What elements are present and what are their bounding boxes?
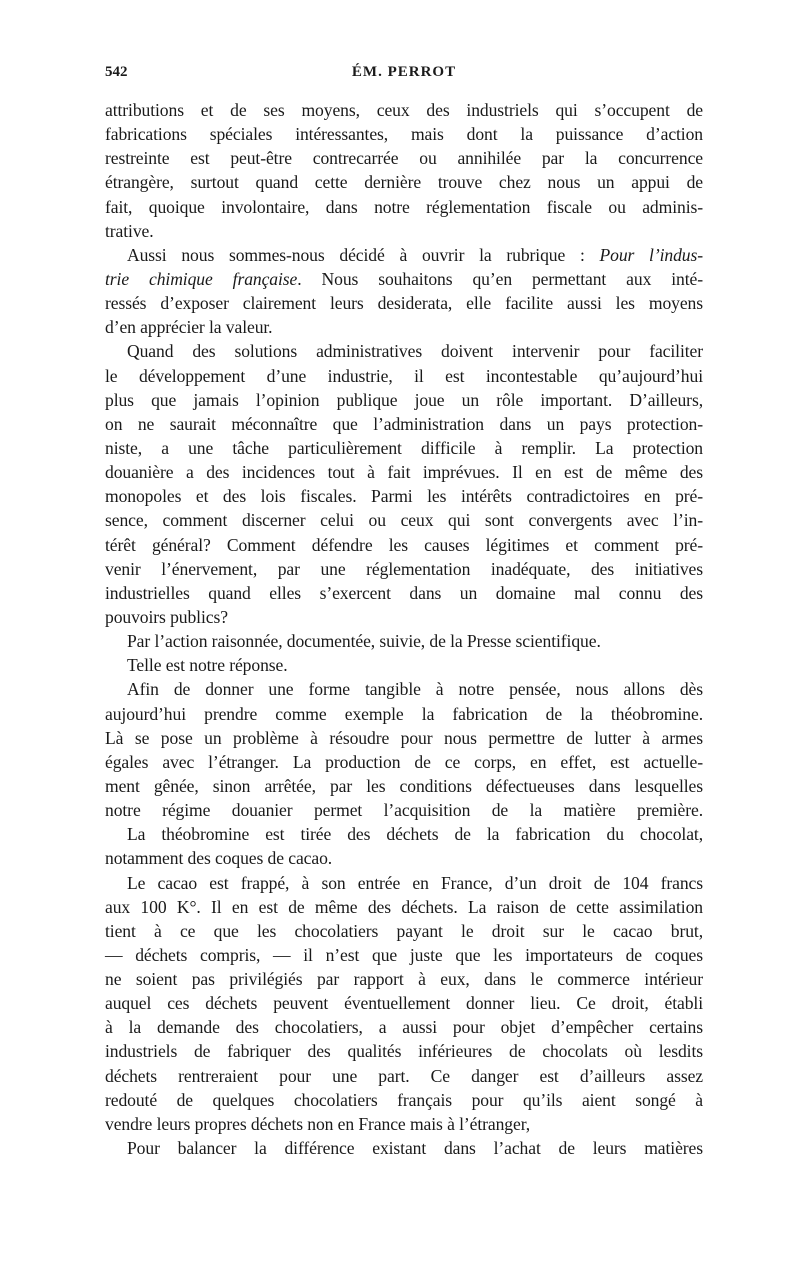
- line-text: ressés d’exposer clairement leurs desiderata, elle facilite aussi les moyens: [105, 293, 703, 314]
- line-text: fait, quoique involontaire, dans notre réglementation fiscale ou adminis-: [105, 196, 703, 217]
- line-text: Là se pose un problème à résoudre pour nous permettre de lutter à armes: [105, 727, 703, 748]
- line-text: aux 100 K°. Il en est de même des déchets. La raison de cette assimilation: [105, 896, 703, 917]
- text-line: [105, 1015, 703, 1039]
- text-line: [105, 364, 703, 388]
- line-text: déchets rentreraient pour une part. Ce danger est d’ailleurs assez: [105, 1065, 703, 1086]
- text-line: [105, 846, 703, 870]
- text-line: [105, 702, 703, 726]
- text-line: [105, 388, 703, 412]
- line-text: Telle est notre réponse.: [127, 655, 288, 676]
- line-text: térêt général? Comment défendre les causes légitimes et comment pré-: [105, 534, 703, 555]
- line-text: trative.: [105, 220, 154, 241]
- line-text: industrielles quand elles s’exercent dans un domaine mal connu des: [105, 582, 703, 603]
- text-line: [105, 1088, 703, 1112]
- text-line: [105, 1136, 703, 1160]
- text-line: [105, 581, 703, 605]
- line-text: vendre leurs propres déchets non en France mais à l’étranger,: [105, 1113, 531, 1134]
- text-line: [105, 919, 703, 943]
- line-text: on ne saurait méconnaître que l’administration dans un pays protection-: [105, 413, 703, 434]
- line-text: industriels de fabriquer des qualités inférieures de chocolats où lesdits: [105, 1041, 703, 1062]
- text-line: [105, 871, 703, 895]
- italic-text: Pour l’indus-: [599, 244, 703, 265]
- line-text: Quand des solutions administratives doivent intervenir pour faciliter: [127, 341, 703, 362]
- text-line: [105, 508, 703, 532]
- line-text: plus que jamais l’opinion publique joue un rôle important. D’ailleurs,: [105, 389, 703, 410]
- line-text: niste, a une tâche particulièrement difficile à remplir. La protection: [105, 437, 703, 458]
- body-text: [105, 98, 703, 1160]
- text-line: [105, 122, 703, 146]
- text-line: [105, 219, 703, 243]
- line-text: tient à ce que les chocolatiers payant le droit sur le cacao brut,: [105, 920, 703, 941]
- text-line: [105, 243, 703, 267]
- line-text: sence, comment discerner celui ou ceux qui sont convergents avec l’in-: [105, 510, 703, 531]
- line-text: à la demande des chocolatiers, a aussi pour objet d’empêcher certains: [105, 1017, 703, 1038]
- line-text: — déchets compris, — il n’est que juste que les importateurs de coques: [105, 944, 703, 965]
- line-text: venir l’énervement, par une réglementation inadéquate, des initiatives: [105, 558, 703, 579]
- page-header: [105, 64, 703, 86]
- line-text: notamment des coques de cacao.: [105, 848, 333, 869]
- text-line: [105, 605, 703, 629]
- line-text: Afin de donner une forme tangible à notre pensée, nous allons dès: [127, 679, 703, 700]
- text-line: [105, 533, 703, 557]
- text-line: [105, 146, 703, 170]
- text-line: [105, 943, 703, 967]
- line-text: attributions et de ses moyens, ceux des industriels qui s’occupent de: [105, 100, 703, 120]
- line-text: aujourd’hui prendre comme exemple la fabrication de la théobromine.: [105, 703, 703, 724]
- italic-text: trie chimique française: [105, 268, 298, 289]
- text-line: [105, 460, 703, 484]
- line-text: ment gênée, sinon arrêtée, par les conditions défectueuses dans lesquelles: [105, 775, 703, 796]
- text-line: [105, 798, 703, 822]
- text-line: [105, 1112, 703, 1136]
- text-line: [105, 267, 703, 291]
- text-line: [105, 967, 703, 991]
- line-text: d’en apprécier la valeur.: [105, 317, 273, 338]
- line-text: redouté de quelques chocolatiers français pour qu’ils aient songé à: [105, 1089, 703, 1110]
- line-text: notre régime douanier permet l’acquisition de la matière première.: [105, 800, 703, 821]
- line-text: restreinte est peut-être contrecarrée ou annihilée par la concurrence: [105, 148, 703, 169]
- line-text: pouvoirs publics?: [105, 606, 228, 627]
- text-line: [105, 991, 703, 1015]
- text-line: [105, 170, 703, 194]
- line-text: Pour balancer la différence existant dans l’achat de leurs matières: [127, 1138, 703, 1159]
- line-text: La théobromine est tirée des déchets de la fabrication du chocolat,: [127, 824, 703, 845]
- text-line: [105, 315, 703, 339]
- line-text: Le cacao est frappé, à son entrée en France, d’un droit de 104 francs: [127, 872, 703, 893]
- running-head: ÉM. PERROT: [351, 64, 457, 80]
- page-number: 542: [105, 64, 128, 80]
- text-line: [105, 412, 703, 436]
- text-line: [105, 339, 703, 363]
- text-line: [105, 195, 703, 219]
- text-line: [105, 774, 703, 798]
- text-line: [105, 436, 703, 460]
- text-line: [105, 98, 703, 122]
- line-text: . Nous souhaitons qu’en permettant aux inté-: [297, 268, 703, 289]
- text-line: [105, 677, 703, 701]
- line-text: Par l’action raisonnée, documentée, suivie, de la Presse scientifique.: [127, 631, 601, 652]
- line-text: ne soient pas privilégiés par rapport à eux, dans le commerce intérieur: [105, 969, 703, 990]
- text-line: [105, 291, 703, 315]
- line-text: auquel ces déchets peuvent éventuellement donner lieu. Ce droit, établi: [105, 993, 703, 1014]
- line-text: égales avec l’étranger. La production de ce corps, en effet, est actuelle-: [105, 751, 703, 772]
- text-line: [105, 1039, 703, 1063]
- text-line: [105, 653, 703, 677]
- text-line: [105, 750, 703, 774]
- line-text: étrangère, surtout quand cette dernière trouve chez nous un appui de: [105, 172, 703, 193]
- line-text: douanière a des incidences tout à fait imprévues. Il en est de même des: [105, 462, 703, 483]
- text-line: [105, 557, 703, 581]
- line-text: monopoles et des lois fiscales. Parmi les intérêts contradictoires en pré-: [105, 486, 703, 507]
- line-text: Aussi nous sommes-nous décidé à ouvrir la rubrique :: [127, 244, 600, 265]
- text-line: [105, 726, 703, 750]
- text-line: [105, 1064, 703, 1088]
- line-text: le développement d’une industrie, il est incontestable qu’aujourd’hui: [105, 365, 703, 386]
- text-line: [105, 822, 703, 846]
- text-line: [105, 629, 703, 653]
- text-line: [105, 895, 703, 919]
- text-line: [105, 484, 703, 508]
- line-text: fabrications spéciales intéressantes, mais dont la puissance d’action: [105, 124, 703, 145]
